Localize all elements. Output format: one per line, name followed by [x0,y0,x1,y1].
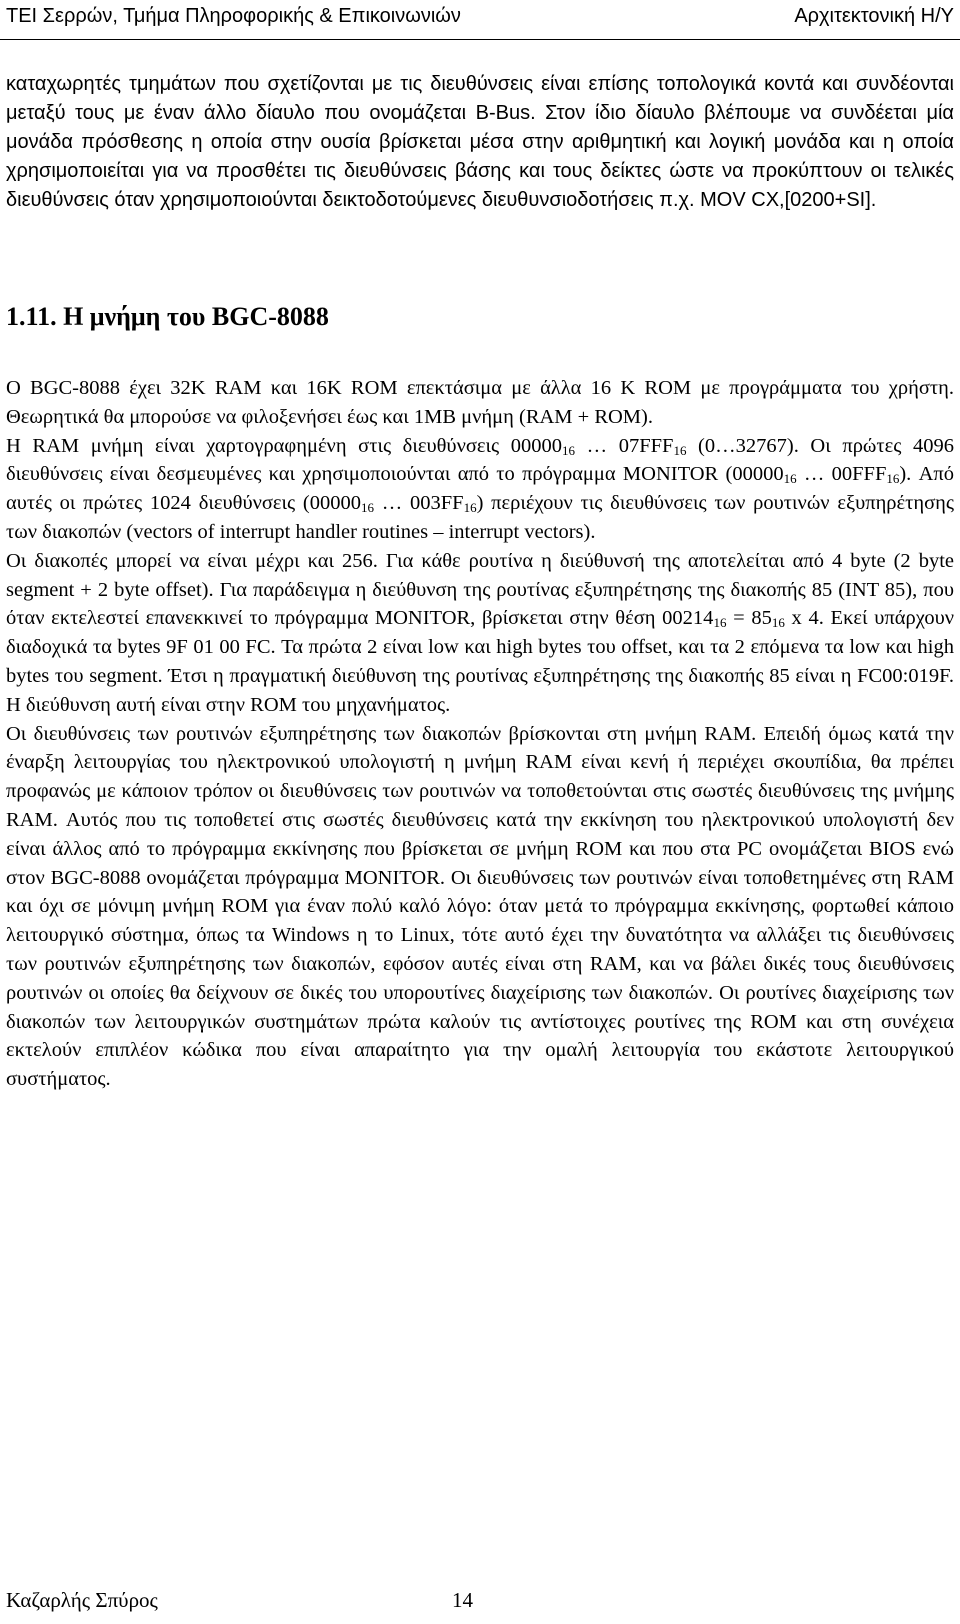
page-number: 14 [452,1588,473,1612]
paragraph-ram-map: Η RAM μνήμη είναι χαρτογραφημένη στις διευθύνσεις $00000_{16}$ … $07FFF_{16}$ (0…32767). Οι πρώτες 4096 διευθύνσεις είναι δεσμευμένες και χρησιμοποιούνται από το πρόγραμμα MONITOR ($00000_{16}$ … $00FFF_{16}$). Από αυτές οι πρώτες 1024 διευθύνσεις ($00000_{16}$ … $003FF_{16}$) περιέχουν τις διευθύνσεις των ρουτινών εξυπηρέτησης των διακοπών (vectors of interrupt handler routines – interrupt vectors). [6,434,954,543]
section-heading [6,302,329,332]
paragraph-memory-size: Ο BGC-8088 έχει 32K RAM και 16K ROM επεκτάσιμα με άλλα 16 K ROM με προγράμματα του χρήστη. Θεωρητικά θα μπορούσε να φιλοξενήσει έως και 1MB μνήμη (RAM + ROM). [6,377,954,428]
header-institution: ΤΕΙ Σερρών, Τμήμα Πληροφορικής & Επικοινωνιών [6,5,461,27]
section-number: 1.11. [6,302,57,331]
paragraph-interrupts: Οι διακοπές μπορεί να είναι μέχρι και 256. Για κάθε ρουτίνα η διεύθυνσή της αποτελείται από 4 byte (2 byte segment + 2 byte offset). Για παράδειγμα η διεύθυνση της ρουτίνας εξυπηρέτησης της διακοπής 85 (INT 85), που όταν εκτελεστεί επανεκκινεί το πρόγραμμα MONITOR, βρίσκεται στην θέση $00214_{16} = 85_{16}$ x 4. Εκεί υπάρχουν διαδοχικά τα bytes 9F 01 00 FC. Τα πρώτα 2 είναι low και high bytes του offset, και τα 2 επόμενα τα low και high bytes του segment. Έτσι η πραγματική διεύθυνση της ρουτίνας εξυπηρέτησης της διακοπής 85 είναι η FC00:019F. Η διεύθυνση αυτή είναι στην ROM του μηχανήματος. [6,549,955,716]
footer-author: Καζαρλής Σπύρος [6,1588,158,1612]
intro-paragraph: καταχωρητές τμημάτων που σχετίζονται με τις διευθύνσεις είναι επίσης τοπολογικά κοντά και συνδέονται μεταξύ τους με έναν άλλο δίαυλο που ονομάζεται B-Bus. Στον ίδιο δίαυλο βλέπουμε να συνδέεται μία μονάδα πρόσθεσης η οποία στην ουσία βρίσκεται μέσα στην αριθμητική και λογική μονάδα και η οποία χρησιμοποιείται για να προσθέτει τις διευθύνσεις βάσης και τους δείκτες ώστε να προκύπτουν οι τελικές διευθύνσεις όταν χρησιμοποιούνται δεικτοδοτούμενες διευθυνσιοδοτήσεις π.χ. MOV CX,[0200+SI]. [6,73,954,211]
page-header [0,0,960,40]
paragraph-interrupt-vectors: Οι διευθύνσεις των ρουτινών εξυπηρέτησης των διακοπών βρίσκονται στη μνήμη RAM. Επειδή όμως κατά την έναρξη λειτουργίας του ηλεκτρονικού υπολογιστή η μνήμη RAM είναι κενή ή περιέχει σκουπίδια, θα πρέπει προφανώς με κάποιον τρόπον οι διευθύνσεις των ρουτινών να τοποθετούνται στις σωστές διευθύνσεις της μνήμης RAM. Αυτός που τις τοποθετεί στις σωστές διευθύνσεις κατά την εκκίνηση του ηλεκτρονικού υπολογιστή δεν είναι άλλος από το πρόγραμμα εκκίνησης που βρίσκεται σε μνήμη ROM και που στα PC ονομάζεται BIOS ενώ στον BGC-8088 ονομάζεται πρόγραμμα MONITOR. Οι διευθύνσεις των ρουτινών είναι τοποθετημένες στη RAM και όχι σε μόνιμη μνήμη ROM για έναν πολύ καλό λόγο: όταν μετά το πρόγραμμα εκκίνησης, φορτωθεί κάποιο λειτουργικό σύστημα, όπως τα Windows η το Linux, τότε αυτό έχει την δυνατότητα να αλλάξει τις διευθύνσεις των ρουτινών εξυπηρέτησης των διακοπών, εφόσον αυτές είναι στη RAM, και να βάλει δικές τους διευθύνσεις ρουτινών οι οποίες θα δείχνουν σε δικές του υπορουτίνες διαχείρισης των διακοπών. Οι ρουτίνες διαχείρισης των διακοπών των λειτουργικών συστημάτων πρώτα καλούν τις αντίστοιχες ρουτίνες της ROM και στη συνέχεια εκτελούν επιπλέον κώδικα που είναι απαραίτητο για την ομαλή λειτουργία του εκάστοτε λειτουργικού συστήματος. [6,722,954,1091]
section-title: Η μνήμη του BGC-8088 [63,302,329,331]
header-course: Αρχιτεκτονική Η/Υ [794,5,954,27]
section-body [6,374,954,1094]
